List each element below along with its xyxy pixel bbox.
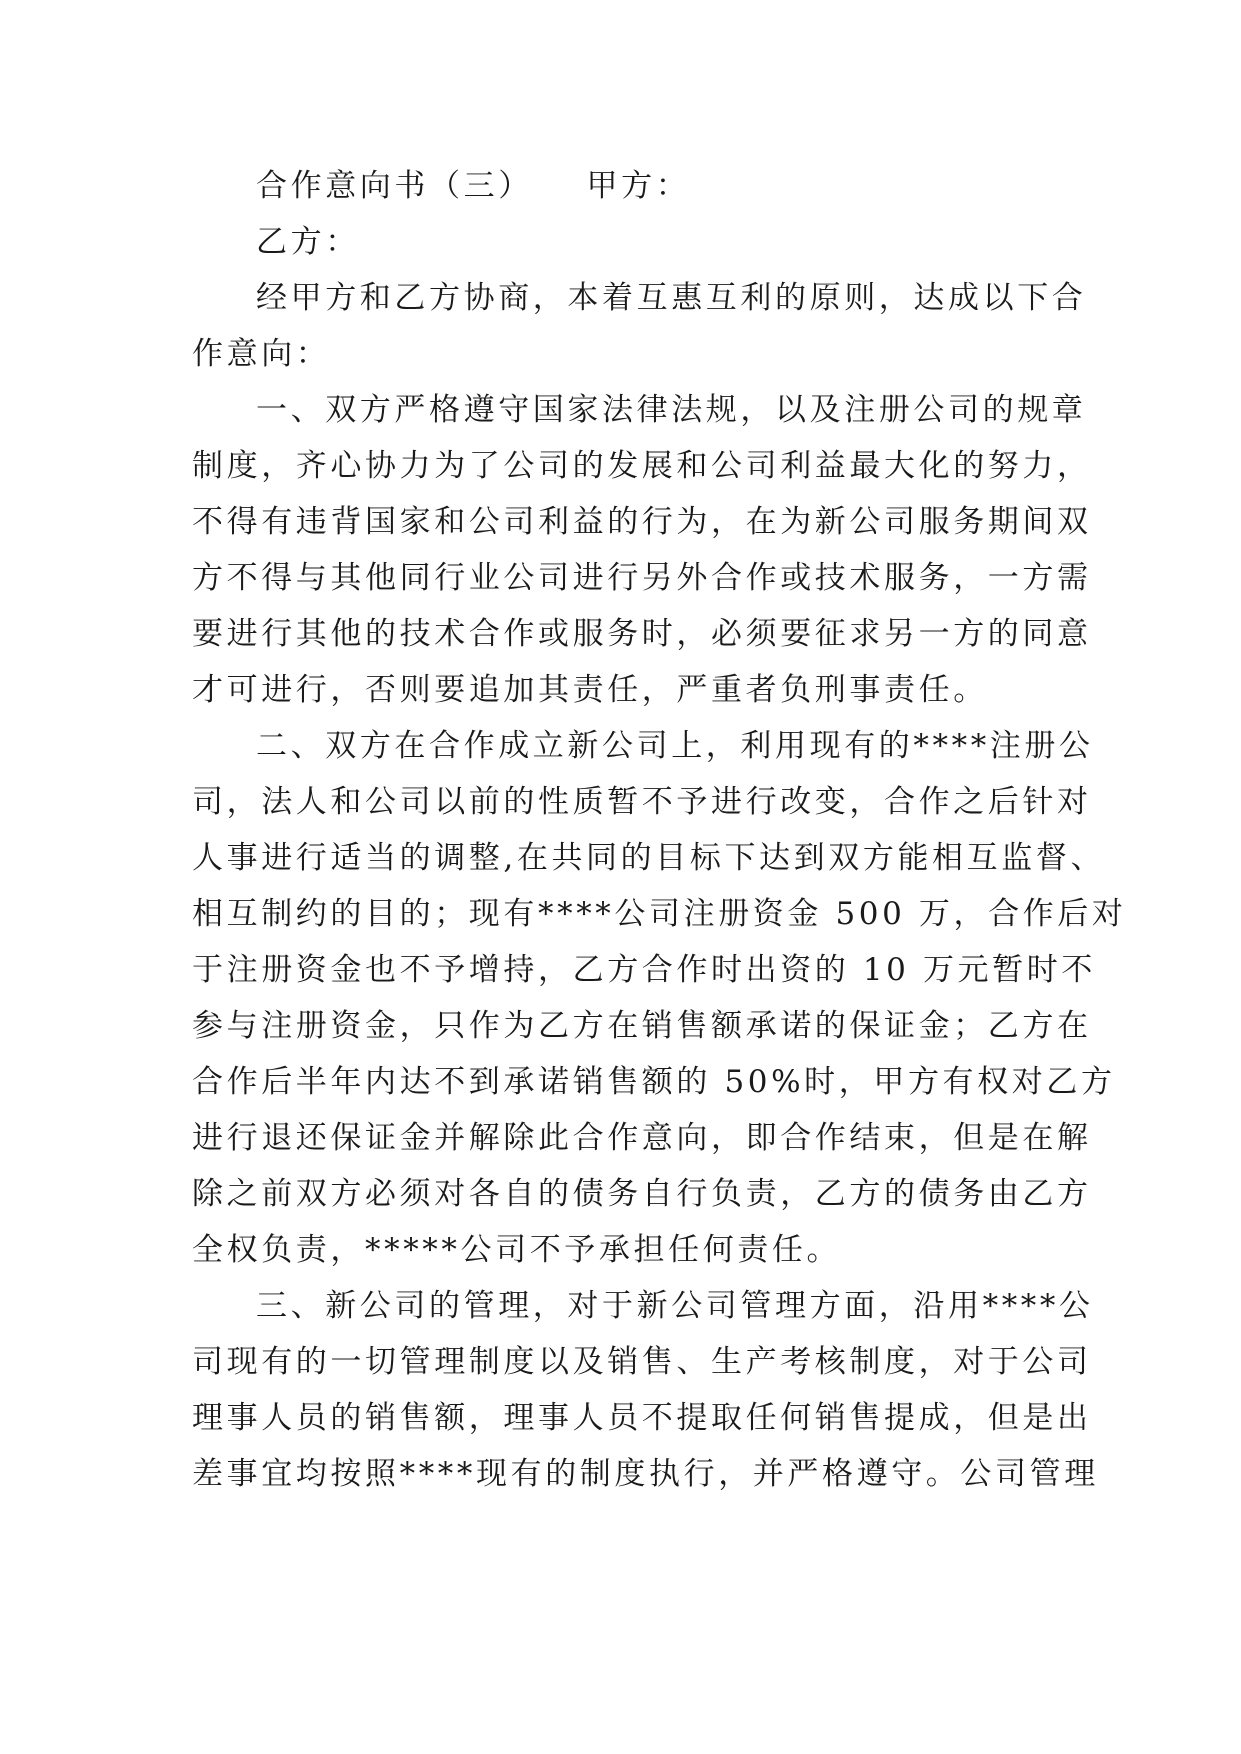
- clause-two-line: 全权负责，*****公司不予承担任何责任。: [192, 1232, 842, 1268]
- party-b-line: 乙方：: [256, 224, 360, 260]
- clause-one-line: 方不得与其他同行业公司进行另外合作或技术服务，一方需: [192, 560, 1092, 596]
- clause-two-line: 参与注册资金，只作为乙方在销售额承诺的保证金；乙方在: [192, 1008, 1092, 1044]
- clause-one-line: 不得有违背国家和公司利益的行为，在为新公司服务期间双: [192, 504, 1092, 540]
- clause-two-line: 二、双方在合作成立新公司上，利用现有的****注册公: [256, 728, 1094, 764]
- intro-paragraph-line: 经甲方和乙方协商，本着互惠互利的原则，达成以下合: [256, 280, 1087, 316]
- clause-two-line: 人事进行适当的调整,在共同的目标下达到双方能相互监督、: [192, 840, 1106, 876]
- clause-one-line: 制度，齐心协力为了公司的发展和公司利益最大化的努力，: [192, 448, 1092, 484]
- clause-three-line: 差事宜均按照****现有的制度执行，并严格遵守。公司管理: [192, 1456, 1099, 1492]
- clause-one-line: 一、双方严格遵守国家法律法规，以及注册公司的规章: [256, 392, 1087, 428]
- clause-three-line: 理事人员的销售额，理事人员不提取任何销售提成，但是出: [192, 1400, 1092, 1436]
- clause-one-line: 才可进行，否则要追加其责任，严重者负刑事责任。: [192, 672, 988, 708]
- clause-two-line: 于注册资金也不予增持，乙方合作时出资的 10 万元暂时不: [192, 952, 1096, 988]
- title-line: 合作意向书（三） 甲方：: [256, 168, 691, 204]
- clause-two-line: 司，法人和公司以前的性质暂不予进行改变，合作之后针对: [192, 784, 1092, 820]
- clause-two-line: 进行退还保证金并解除此合作意向，即合作结束，但是在解: [192, 1120, 1092, 1156]
- clause-three-line: 三、新公司的管理，对于新公司管理方面，沿用****公: [256, 1288, 1094, 1324]
- clause-two-line: 相互制约的目的；现有****公司注册资金 500 万，合作后对: [192, 896, 1127, 932]
- clause-one-line: 要进行其他的技术合作或服务时，必须要征求另一方的同意: [192, 616, 1092, 652]
- clause-two-line: 合作后半年内达不到承诺销售额的 50%时，甲方有权对乙方: [192, 1064, 1116, 1100]
- clause-three-line: 司现有的一切管理制度以及销售、生产考核制度，对于公司: [192, 1344, 1092, 1380]
- intro-paragraph-line: 作意向：: [192, 336, 331, 372]
- clause-two-line: 除之前双方必须对各自的债务自行负责，乙方的债务由乙方: [192, 1176, 1092, 1212]
